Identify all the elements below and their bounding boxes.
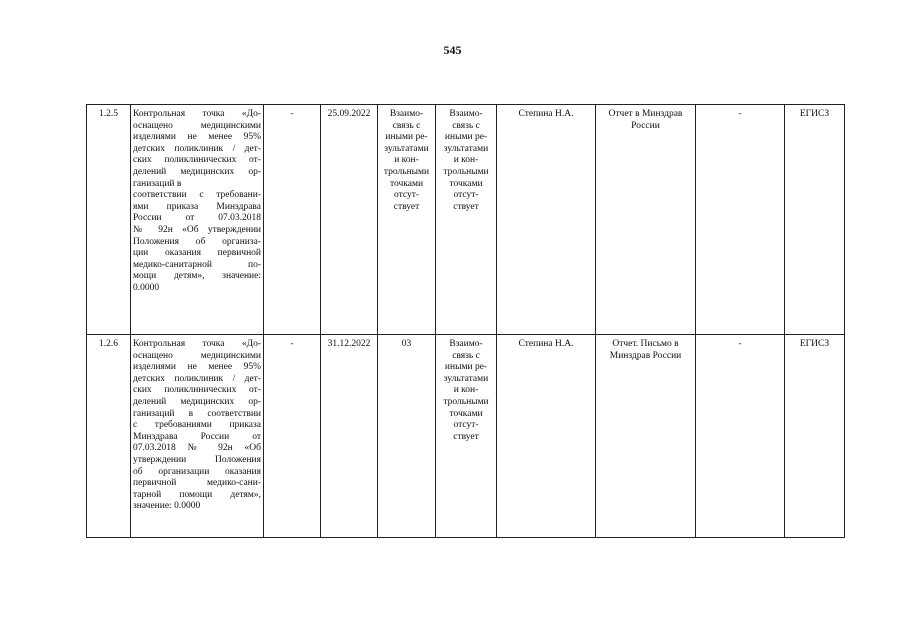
row-report: Отчет. Письмо в Минздрав России: [596, 335, 696, 538]
row-report: Отчет в Минздрав России: [596, 105, 696, 335]
row-responsible: Степина Н.А.: [497, 105, 596, 335]
row-system: ЕГИСЗ: [785, 335, 845, 538]
row-responsible: Степина Н.А.: [497, 335, 596, 538]
row-description: Контрольная точка «До- оснащено медицинскими изделиями не менее 95% детских поликлиник / дет- ских поликлинических от- делений медицинских ор- ганизаций в соответствии с требовани- ями приказа Минздрава России от 07.03.2018 № 92н «Об утверждении Положения об организа- ции оказания первичной медико-санитарной по- мощи детям», значение: 0.0000: [131, 105, 264, 335]
row-system: ЕГИСЗ: [785, 105, 845, 335]
row-description: Контрольная точка «До- оснащено медицинскими изделиями не менее 95% детских поликлиник / дет- ских поликлинических от- делений медицинских ор- ганизаций в соответствии с требованиями приказа Минздрава России от 07.03.2018 № 92н «Об утверждении Положения об организации оказания первичной медико-сани- тарной помощи детям», значение: 0.0000: [131, 335, 264, 538]
row-dash-cell: -: [696, 335, 785, 538]
row-dash-cell: -: [264, 105, 321, 335]
row-dash-cell: -: [696, 105, 785, 335]
row-number: 1.2.6: [87, 335, 131, 538]
row-number: 1.2.5: [87, 105, 131, 335]
row-relation-cell: Взаимо- связь с иными ре- зультатами и кон- трольными точками отсут- ствует: [378, 105, 436, 335]
table-row: [87, 105, 845, 335]
row-date: 31.12.2022: [321, 335, 378, 538]
page-number: 545: [443, 43, 462, 57]
row-relation-cell: Взаимо- связь с иными ре- зультатами и кон- трольными точками отсут- ствует: [436, 335, 497, 538]
table-row: [87, 335, 845, 538]
row-relation-cell: Взаимо- связь с иными ре- зультатами и кон- трольными точками отсут- ствует: [436, 105, 497, 335]
row-date: 25.09.2022: [321, 105, 378, 335]
control-points-table: [86, 104, 845, 538]
row-code-cell: 03: [378, 335, 436, 538]
row-dash-cell: -: [264, 335, 321, 538]
